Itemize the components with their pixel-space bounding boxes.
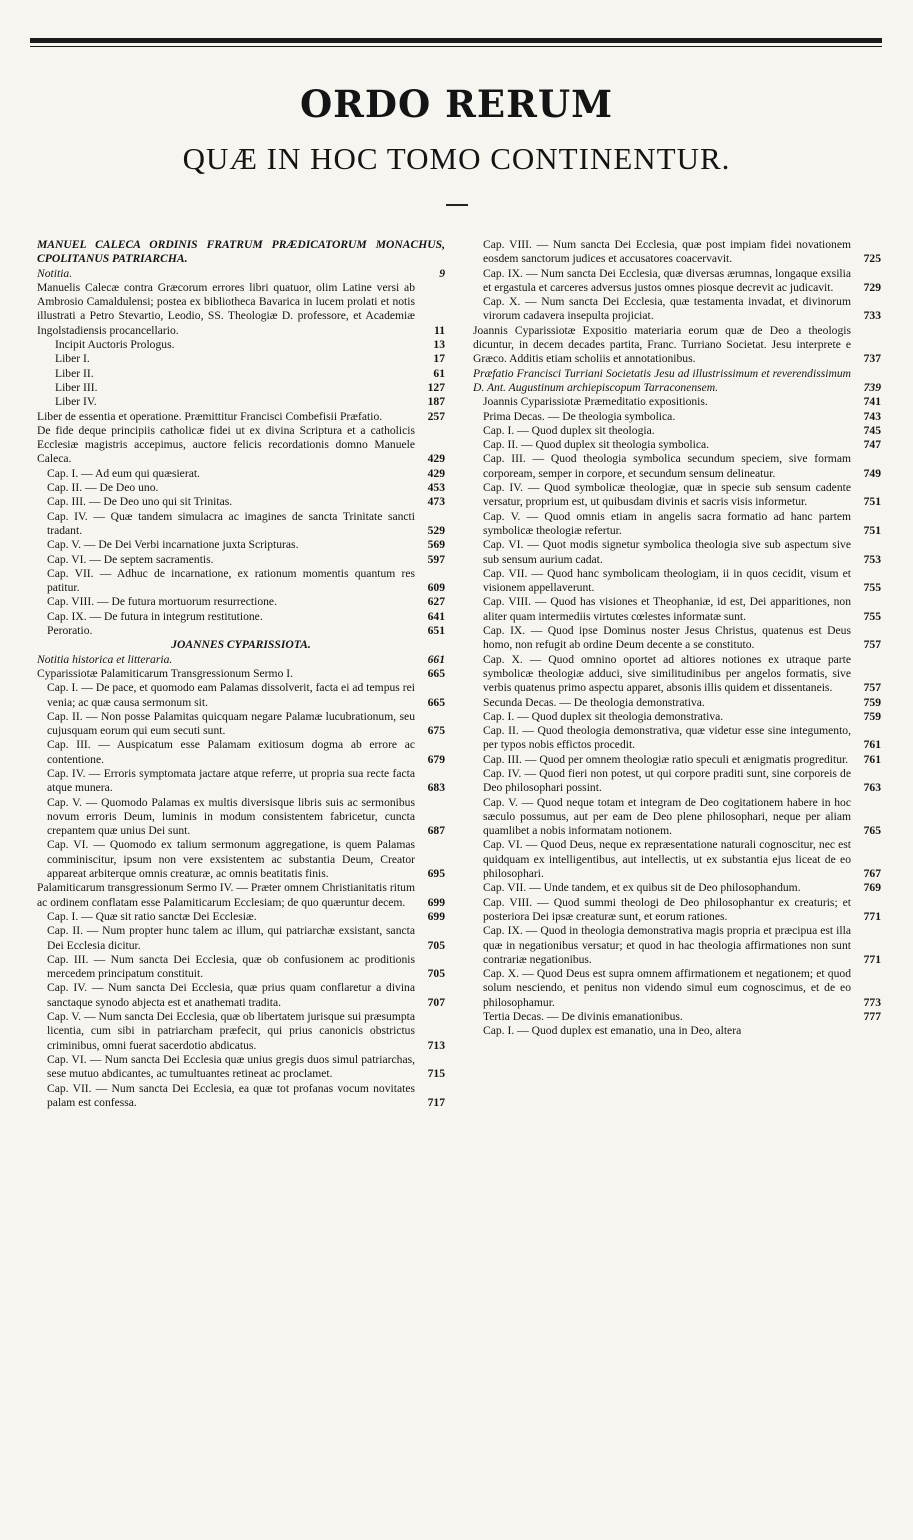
toc-entry-page: 13 xyxy=(433,338,445,352)
toc-entry-title: Cap. X. — Num sancta Dei Ecclesia, quæ testamenta invadat, et divinorum virorum cadavera insepulta projiciat. xyxy=(483,295,851,323)
toc-entry-title: Cap. IX. — Quod ipse Dominus noster Jesus Christus, quatenus est Deus homo, non refugit ab ordine Deum decente a se constituto. xyxy=(483,624,851,652)
toc-entry-page: 771 xyxy=(863,952,881,966)
toc-entry-page: 713 xyxy=(427,1038,445,1052)
toc-entry-page: 767 xyxy=(863,867,881,881)
toc-entry xyxy=(473,410,881,424)
toc-entry xyxy=(37,981,445,1010)
toc-entry-title: Liber de essentia et operatione. Præmittitur Francisci Combefisii Præfatio. xyxy=(37,409,383,423)
toc-entry-title: Cap. VI. — Quot modis signetur symbolica theologia sive sub aspectum sive sub sensum aurium cadat. xyxy=(483,538,851,566)
toc-entry-page: 473 xyxy=(427,495,445,509)
toc-entry-title: Palamiticarum transgressionum Sermo IV. — Præter omnem Christianitatis ritum ac ordinem conflatam esse Palamiticarum Ecclesiam; de quo quæruntur decem. xyxy=(37,881,415,909)
toc-entry-title: Cap. I. — Ad eum qui quæsierat. xyxy=(47,466,200,480)
toc-entry-page: 429 xyxy=(427,452,445,466)
toc-entry-page: 661 xyxy=(427,652,445,666)
toc-entry-page: 739 xyxy=(863,380,881,394)
toc-entry-page: 695 xyxy=(427,867,445,881)
toc-entry-title: Manuelis Calecæ contra Græcorum errores libri quatuor, olim Latine versi ab Ambrosio Camaldulensi; postea ex bibliotheca Bavarica in lucem prolati et notis illustrati a Petro Stevartio, Leodio, SS. Theologiæ D. professore, et Academiæ Ingolstadiensis procancellario. xyxy=(37,280,415,337)
toc-entry xyxy=(473,967,881,1010)
toc-entry xyxy=(37,267,445,281)
toc-entry-title: Peroratio. xyxy=(47,624,93,638)
toc-entry-page: 765 xyxy=(863,824,881,838)
toc-entry-title: Cap. VI. — Quod Deus, neque ex repræsentatione naturali cognoscitur, nec est quidquam ex intelligentibus, aut intellectis, ut ex substantia ejus liceat de eo philosophari. xyxy=(483,838,851,881)
toc-entry xyxy=(473,710,881,724)
toc-entry xyxy=(37,338,445,352)
toc-entry-title: Liber IV. xyxy=(55,395,97,409)
toc-entry xyxy=(473,767,881,796)
toc-entry-title: Cap. VIII. — Num sancta Dei Ecclesia, quæ post impiam fidei novationem eosdem sanctorum judices et accusatores coacervavit. xyxy=(483,238,851,266)
toc-entry xyxy=(37,924,445,953)
toc-entry xyxy=(37,352,445,366)
toc-entry-page: 761 xyxy=(863,752,881,766)
toc-entry-page: 749 xyxy=(863,466,881,480)
toc-entry-title: Cap. II. — Num propter hunc talem ac illum, qui patriarchæ exsistant, sancta Dei Ecclesia dicitur. xyxy=(47,924,415,952)
toc-entry-title: Cap. VII. — Unde tandem, et ex quibus sit de Deo philosophandum. xyxy=(483,881,801,895)
toc-entry-page: 597 xyxy=(427,552,445,566)
title-divider xyxy=(446,204,468,206)
toc-entry xyxy=(473,538,881,567)
toc-entry xyxy=(37,1010,445,1053)
toc-entry xyxy=(473,924,881,967)
toc-entry-title: Cap. VI. — De septem sacramentis. xyxy=(47,552,214,566)
toc-entry-page: 705 xyxy=(427,938,445,952)
toc-entry-page: 773 xyxy=(863,995,881,1009)
toc-entry-title: Cap. V. — De Dei Verbi incarnatione juxta Scripturas. xyxy=(47,538,299,552)
toc-entry-page: 609 xyxy=(427,581,445,595)
toc-entry xyxy=(37,796,445,839)
toc-entry-title: Cap. III. — Quod theologia symbolica secundum speciem, sive formam corpoream, semper in corpore, et secundum sensum delineatur. xyxy=(483,452,851,480)
toc-entry-title: Prima Decas. — De theologia symbolica. xyxy=(483,409,676,423)
toc-entry xyxy=(473,424,881,438)
page-title: ORDO RERUM xyxy=(299,82,614,126)
toc-entry xyxy=(473,595,881,624)
toc-entry xyxy=(37,567,445,596)
toc-entry-title: Cap. VIII. — Quod has visiones et Theophaniæ, id est, Dei apparitiones, non aliter quam intermediis virtutes cœlestes informatæ sunt. xyxy=(483,595,851,623)
top-rule xyxy=(30,38,882,43)
toc-entry-page: 753 xyxy=(863,552,881,566)
toc-entry-page: 257 xyxy=(427,409,445,423)
toc-entry xyxy=(37,638,445,652)
toc-entry xyxy=(37,653,445,667)
toc-entry-page: 743 xyxy=(863,409,881,423)
toc-entry xyxy=(37,681,445,710)
toc-entry-page: 127 xyxy=(427,380,445,394)
toc-entry xyxy=(37,538,445,552)
toc-entry-title: Cap. I. — Quod duplex sit theologia demonstrativa. xyxy=(483,709,724,723)
toc-entry xyxy=(473,896,881,925)
toc-entry xyxy=(37,495,445,509)
toc-entry-page: 757 xyxy=(863,638,881,652)
toc-entry-page: 675 xyxy=(427,724,445,738)
toc-entry-title: Cap. VI. — Quomodo ex talium sermonum aggregatione, is quem Palamas comminiscitur, ipsum non vere exsistentem ac substantia Deum, Creator appareat arbiterque omnis creaturæ, ac omnis beatitatis finis. xyxy=(47,838,415,881)
toc-entry-title: Cap. III. — De Deo uno qui sit Trinitas. xyxy=(47,495,233,509)
left-column xyxy=(37,238,445,1110)
toc-entry-page: 705 xyxy=(427,967,445,981)
toc-entry-title: Cap. IV. — Quod fieri non potest, ut qui corpore praditi sunt, sine corporeis de Deo philosophari possint. xyxy=(483,766,851,795)
toc-entry-title: Incipit Auctoris Prologus. xyxy=(55,338,175,352)
toc-entry xyxy=(473,624,881,653)
toc-entry-title: Cap. III. — Quod per omnem theologiæ ratio speculi et ænigmatis progreditur. xyxy=(483,752,849,766)
toc-entry-title: Secunda Decas. — De theologia demonstrativa. xyxy=(483,695,705,709)
toc-entry-title: Cap. VI. — Num sancta Dei Ecclesia quæ unius gregis duos simul patriarchas, sese mutuo abdicantes, ac tumultuantes retineat ac proclamet. xyxy=(47,1052,415,1081)
toc-entry-title: Cap. I. — De pace, et quomodo eam Palamas dissolverit, facta ei ad tempus rei venia; ac quæ causa sermonum sit. xyxy=(47,681,415,709)
toc-entry-title: Joannis Cyparissiotæ Præmeditatio expositionis. xyxy=(483,395,708,409)
toc-entry xyxy=(37,1053,445,1082)
toc-entry xyxy=(473,395,881,409)
right-column xyxy=(473,238,881,1039)
toc-entry xyxy=(37,510,445,539)
toc-entry-page: 763 xyxy=(863,781,881,795)
toc-entry-page: 683 xyxy=(427,781,445,795)
toc-entry-page: 715 xyxy=(427,1067,445,1081)
toc-entry xyxy=(473,796,881,839)
toc-entry xyxy=(37,838,445,881)
toc-entry xyxy=(473,324,881,367)
toc-entry xyxy=(37,553,445,567)
toc-entry-page: 741 xyxy=(863,395,881,409)
toc-entry-title: Præfatio Francisci Turriani Societatis Jesu ad illustrissimum et reverendissimum D. Ant. Augustinum archiepiscopum Tarraconensem. xyxy=(473,366,851,394)
toc-entry-page: 737 xyxy=(863,352,881,366)
toc-entry-page: 529 xyxy=(427,523,445,537)
toc-entry-title: Cap. X. — Quod omnino oportet ad altiores notiones ex utraque parte symbolicæ theologiæ adduci, sive similitudinibus per angelos formatis, sive verbis quatenus primo aspectu apparet, absonis illis quidem et dissentaneis. xyxy=(483,652,851,695)
toc-entry-title: Cap. VIII. — De futura mortuorum resurrectione. xyxy=(47,595,277,609)
toc-entry-page: 665 xyxy=(427,695,445,709)
toc-entry xyxy=(473,238,881,267)
toc-entry xyxy=(473,881,881,895)
toc-entry-page: 751 xyxy=(863,523,881,537)
toc-entry xyxy=(37,595,445,609)
toc-entry xyxy=(37,367,445,381)
toc-entry-title: Cap. X. — Quod Deus est supra omnem affirmationem et negationem; et quod solum nesciendo, et penitus non videndo simul eum cognoscimus, et de eo philosophamur. xyxy=(483,967,851,1009)
toc-entry xyxy=(473,452,881,481)
toc-entry-page: 641 xyxy=(427,609,445,623)
toc-entry-page: 61 xyxy=(433,366,445,380)
toc-entry-title: Cap. III. — Auspicatum esse Palamam exitiosum dogma ab errore ac contentione. xyxy=(47,738,415,766)
toc-entry-title: Cap. IV. — Quæ tandem simulacra ac imagines de sancta Trinitate sancti tradant. xyxy=(47,509,415,537)
toc-entry-page: 453 xyxy=(427,481,445,495)
toc-entry xyxy=(473,567,881,596)
toc-entry-title: Cap. II. — Non posse Palamitas quicquam negare Palamæ lucubrationum, seu cujusquam eorum qui eum secuti sunt. xyxy=(47,709,415,738)
toc-entry-title: Notitia. xyxy=(37,266,73,280)
toc-entry xyxy=(473,295,881,324)
toc-entry-page: 755 xyxy=(863,581,881,595)
toc-entry-page: 699 xyxy=(427,895,445,909)
toc-entry-title: Cap. I. — Quæ sit ratio sanctæ Dei Ecclesiæ. xyxy=(47,909,257,923)
toc-entry-page: 751 xyxy=(863,495,881,509)
toc-entry-page: 729 xyxy=(863,280,881,294)
toc-entry-title: JOANNES CYPARISSIOTA. xyxy=(171,638,311,652)
toc-entry xyxy=(473,838,881,881)
toc-entry-title: Cap. V. — Num sancta Dei Ecclesia, quæ ob libertatem jurisque sui præsumpta licentia, cum sibi in patriarcham præfecit, qui prius canonicis obstrictus criminibus, omni fuerat sacerdotio abdicatus. xyxy=(47,1010,415,1052)
toc-entry xyxy=(37,953,445,982)
toc-entry-title: Cyparissiotæ Palamiticarum Transgressionum Sermo I. xyxy=(37,666,294,680)
toc-entry-title: De fide deque principiis catholicæ fidei ut ex divina Scriptura et a catholicis Ecclesiæ magistris accepimus, auctore felicis recordationis domno Manuele Caleca. xyxy=(37,423,415,466)
toc-entry xyxy=(473,510,881,539)
toc-entry-page: 429 xyxy=(427,466,445,480)
toc-entry-page: 627 xyxy=(427,595,445,609)
toc-entry xyxy=(473,724,881,753)
toc-entry-page: 757 xyxy=(863,681,881,695)
toc-entry-title: Tertia Decas. — De divinis emanationibus. xyxy=(483,1010,683,1024)
toc-entry-title: Cap. IV. — Erroris symptomata jactare atque referre, ut propria sua recte facta atque munera. xyxy=(47,766,415,795)
toc-entry xyxy=(37,410,445,424)
toc-entry-title: Cap. VII. — Num sancta Dei Ecclesia, ea quæ tot profanas vocum novitates palam est confessa. xyxy=(47,1081,415,1109)
toc-entry xyxy=(37,381,445,395)
toc-entry xyxy=(473,367,881,396)
toc-entry xyxy=(37,881,445,910)
toc-entry-page: 755 xyxy=(863,609,881,623)
toc-entry xyxy=(473,267,881,296)
toc-entry-page: 707 xyxy=(427,995,445,1009)
toc-entry xyxy=(473,1010,881,1024)
toc-entry-title: Cap. IX. — De futura in integrum restitutione. xyxy=(47,609,263,623)
toc-entry-title: Cap. VIII. — Quod summi theologi de Deo philosophantur ex creaturis; et posteriora Dei ipsæ creaturæ sunt, et eorum rationes. xyxy=(483,895,851,923)
toc-entry-title: Cap. I. — Quod duplex est emanatio, una in Deo, altera xyxy=(483,1024,742,1038)
toc-entry xyxy=(37,910,445,924)
toc-entry-page: 777 xyxy=(863,1010,881,1024)
toc-entry-title: Cap. V. — Quomodo Palamas ex multis diversisque libris suis ac sermonibus novum erroris Deum, luminis in modum consistentem fabricetur, cuncta crepantem quæ unius Dei sunt. xyxy=(47,795,415,838)
toc-entry-title: Joannis Cyparissiotæ Expositio materiaria eorum quæ de Deo a theologis dicuntur, in decem decades partita, Franc. Turriano Societat. Jesu interprete e Græco. Additis etiam scholiis et annotationibus. xyxy=(473,323,851,366)
toc-entry-title: Cap. III. — Num sancta Dei Ecclesia, quæ ob confusionem ac proditionis mercedem principatum constituit. xyxy=(47,952,415,981)
toc-entry-title: Cap. V. — Quod omnis etiam in angelis sacra formatio ad hanc partem symbolicæ theologiæ refertur. xyxy=(483,509,851,537)
toc-entry-page: 745 xyxy=(863,423,881,437)
toc-entry-page: 769 xyxy=(863,881,881,895)
toc-entry xyxy=(37,738,445,767)
toc-entry-page: 9 xyxy=(439,266,445,280)
toc-entry-title: Cap. IX. — Num sancta Dei Ecclesia, quæ diversas ærumnas, longaque exsilia et ergastula et carceres adversus justos omnes piosque decrevit ac judicavit. xyxy=(483,266,851,294)
toc-entry-page: 679 xyxy=(427,752,445,766)
toc-entry-title: Cap. II. — Quod theologia demonstrativa, quæ videtur esse sine integumento, per typos nobis effictos procedit. xyxy=(483,724,851,752)
toc-entry xyxy=(37,710,445,739)
toc-entry xyxy=(37,767,445,796)
toc-entry-page: 717 xyxy=(427,1095,445,1109)
toc-entry xyxy=(37,481,445,495)
toc-entry-title: Liber II. xyxy=(55,366,94,380)
toc-entry xyxy=(37,610,445,624)
toc-entry xyxy=(473,653,881,696)
toc-entry xyxy=(473,1024,881,1038)
toc-entry-page: 17 xyxy=(433,352,445,366)
toc-entry xyxy=(473,696,881,710)
toc-entry-page: 187 xyxy=(427,395,445,409)
toc-entry xyxy=(37,667,445,681)
toc-entry xyxy=(37,467,445,481)
top-rule-thin xyxy=(30,46,882,47)
toc-entry-page: 771 xyxy=(863,909,881,923)
toc-entry-page: 569 xyxy=(427,538,445,552)
toc-entry-page: 687 xyxy=(427,824,445,838)
toc-entry-page: 759 xyxy=(863,709,881,723)
toc-entry-title: Cap. VII. — Adhuc de incarnatione, ex rationum momentis quantum res patitur. xyxy=(47,566,415,595)
page-subtitle: QUÆ IN HOC TOMO CONTINENTUR. xyxy=(182,141,731,176)
toc-entry-page: 665 xyxy=(427,666,445,680)
toc-entry-title: Notitia historica et litteraria. xyxy=(37,652,173,666)
toc-entry-title: Cap. VII. — Quod hanc symbolicam theologiam, ii in quos cecidit, visum et visionem appellaverunt. xyxy=(483,566,851,595)
toc-entry-page: 11 xyxy=(434,323,445,337)
toc-entry-title: MANUEL CALECA ORDINIS FRATRUM PRÆDICATORUM MONACHUS, CPOLITANUS PATRIARCHA. xyxy=(37,238,445,266)
toc-entry xyxy=(37,238,445,267)
toc-entry xyxy=(37,624,445,638)
toc-entry xyxy=(37,395,445,409)
toc-entry xyxy=(473,438,881,452)
toc-entry-title: Cap. I. — Quod duplex sit theologia. xyxy=(483,423,655,437)
toc-entry-page: 747 xyxy=(863,438,881,452)
toc-entry-page: 759 xyxy=(863,695,881,709)
toc-entry-page: 651 xyxy=(427,624,445,638)
toc-entry-page: 725 xyxy=(863,252,881,266)
toc-entry-page: 733 xyxy=(863,309,881,323)
toc-entry xyxy=(473,753,881,767)
toc-entry-title: Cap. IV. — Num sancta Dei Ecclesia, quæ prius quam conflaretur a divina sanctaque synodo abjecta est et anathemati tradita. xyxy=(47,981,415,1009)
toc-entry-title: Cap. V. — Quod neque totam et integram de Deo cogitationem habere in hoc sæculo possumus, aut per eam de Deo plene philosophari, neque per aliam quamlibet a nobis informatam notionem. xyxy=(483,795,851,838)
toc-entry xyxy=(473,481,881,510)
toc-entry-title: Cap. II. — De Deo uno. xyxy=(47,481,159,495)
toc-entry xyxy=(37,1082,445,1111)
toc-entry-title: Liber III. xyxy=(55,380,98,394)
toc-entry-title: Liber I. xyxy=(55,352,90,366)
toc-entry-page: 699 xyxy=(427,909,445,923)
toc-entry-title: Cap. IV. — Quod symbolicæ theologiæ, quæ in specie sub sensum cadente versatur, proprium est, ut quibusdam divinis et sacris visis informetur. xyxy=(483,481,851,509)
toc-entry-page: 761 xyxy=(863,738,881,752)
toc-entry xyxy=(37,281,445,338)
toc-entry-title: Cap. IX. — Quod in theologia demonstrativa magis propria et præcipua est illa quæ in negationibus versatur; et quod in hac theologia affirmationes non sunt contrariæ negationibus. xyxy=(483,924,851,966)
toc-entry xyxy=(37,424,445,467)
toc-entry-title: Cap. II. — Quod duplex sit theologia symbolica. xyxy=(483,438,710,452)
